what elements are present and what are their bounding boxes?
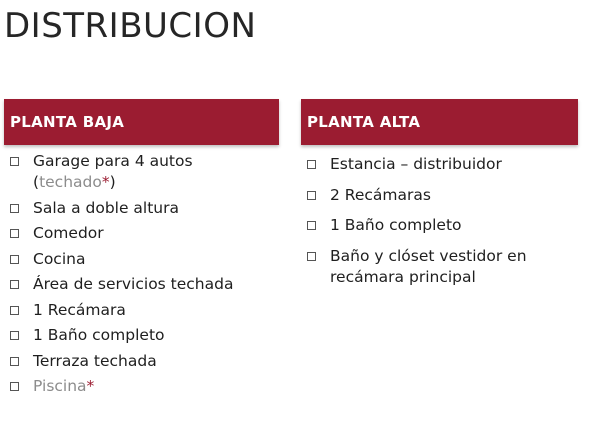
slide-title: DISTRIBUCION: [4, 6, 257, 46]
square-bullet-icon: [10, 382, 19, 391]
square-bullet-icon: [10, 331, 19, 340]
list-item-text: 1 Baño completo: [330, 216, 462, 234]
list-item-text: Cocina: [33, 249, 86, 268]
square-bullet-icon: [10, 306, 19, 315]
list-item: [4, 351, 279, 372]
asterisk-mark: *: [86, 377, 95, 395]
list-item: [4, 325, 279, 346]
list-item-text: Área de servicios techada: [33, 275, 234, 293]
column-planta-alta: [301, 99, 578, 297]
list-item-text: Sala a doble altura: [33, 198, 180, 217]
planta-alta-header: PLANTA ALTA: [301, 99, 578, 145]
square-bullet-icon: [307, 191, 316, 200]
list-item-text: Baño y clóset vestidor en recámara principal: [330, 246, 527, 286]
asterisk-mark: *: [101, 173, 110, 191]
list-item: [4, 223, 279, 244]
square-bullet-icon: [10, 280, 19, 289]
square-bullet-icon: [10, 204, 19, 213]
list-item: [301, 154, 578, 175]
list-item-text: Comedor: [33, 224, 104, 242]
list-item: [4, 151, 279, 193]
square-bullet-icon: [10, 357, 19, 366]
list-item: [4, 249, 279, 270]
list-item-text: 1 Recámara: [33, 300, 126, 319]
list-item-text: Garage para 4 autos (techado*): [33, 152, 193, 191]
square-bullet-icon: [10, 255, 19, 264]
planta-baja-header: PLANTA BAJA: [4, 99, 279, 145]
list-item: [4, 300, 279, 321]
list-item-text: 2 Recámaras: [330, 185, 431, 204]
list-item: [301, 246, 578, 288]
square-bullet-icon: [307, 221, 316, 230]
list-item-text: Terraza techada: [33, 351, 157, 370]
list-item-text: Piscina*: [33, 377, 95, 395]
list-item: [4, 198, 279, 219]
list-item: [4, 376, 279, 397]
square-bullet-icon: [10, 229, 19, 238]
list-item-text: Estancia – distribuidor: [330, 155, 502, 173]
planta-alta-list: [301, 154, 578, 288]
list-item: [4, 274, 279, 295]
list-item-text: 1 Baño completo: [33, 326, 165, 344]
list-item: [301, 185, 578, 206]
list-item: [301, 215, 578, 236]
square-bullet-icon: [10, 157, 19, 166]
column-planta-baja: [4, 99, 279, 402]
planta-baja-list: [4, 151, 279, 397]
square-bullet-icon: [307, 252, 316, 261]
square-bullet-icon: [307, 160, 316, 169]
